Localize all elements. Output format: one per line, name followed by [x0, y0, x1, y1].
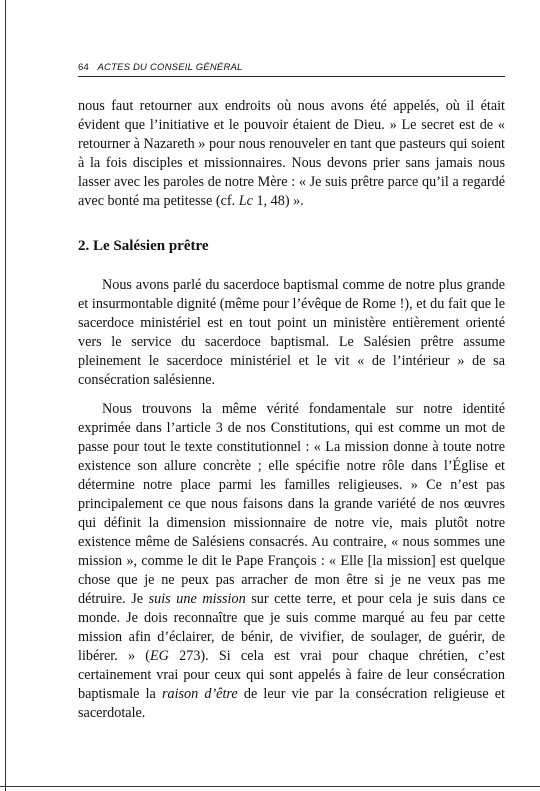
page-edge-rule — [5, 0, 6, 791]
paragraph — [78, 97, 505, 211]
citation-ref: EG — [150, 648, 169, 664]
emphasis: raison d’être — [161, 686, 238, 702]
paragraph — [78, 400, 505, 723]
section-heading: 2. Le Salésien prêtre — [78, 238, 209, 254]
paragraph: Nous avons parlé du sacerdoce baptismal comme de notre plus grande et insurmontable dignité (même pour l’évêque de Rome !), et du fait que le sacerdoce ministériel est en tout point un ministère entièrement orienté vers le service du sacerdoce baptismal. Le Salésien prêtre assume pleinement le sacerdoce ministériel et le vit « de l’intérieur » de sa consécration salésienne. — [78, 277, 505, 388]
paragraph-text: 273). Si cela est vrai pour chaque chrétien, c’est certainement vrai pour ceux qui sont appelés à faire de leur consécration baptismale la — [78, 648, 505, 702]
page-bottom-rule — [0, 786, 540, 787]
running-title: ACTES DU CONSEIL GÉNÉRAL — [97, 62, 243, 73]
emphasis: suis une mission — [148, 591, 246, 607]
page-number: 64 — [78, 62, 89, 73]
paragraph-gap — [78, 390, 505, 400]
citation-ref: Lc — [238, 193, 253, 209]
paragraph-text: sur cette terre, et pour cela je suis dans ce monde. Je dois reconnaître que je suis comme marqué au feu par cette mission afin d’éclairer, de bénir, de vivifier, de soulager, de guérir, de libérer. » ( — [78, 591, 506, 664]
paragraph-text: de leur vie par la consécration religieuse et sacerdotale. — [78, 686, 505, 721]
paragraph-text: nous faut retourner aux endroits où nous avons été appelés, où il était évident que l’initiative et le pouvoir étaient de Dieu. » Le secret est de « retourner à Nazareth » pour nous renouveler en tant que pasteurs qui soient à la fois disciples et missionnaires. Nous devons prier sans jamais nous lasser avec les paroles de notre Mère : « Je suis prêtre parce qu’il a regardé avec bonté ma petitesse (cf. — [78, 98, 505, 209]
paragraph-text: 1, 48) ». — [252, 193, 304, 209]
body-text — [78, 97, 505, 723]
running-header — [78, 62, 505, 77]
paragraph-text: Nous trouvons la même vérité fondamentale sur notre identité exprimée dans l’article 3 de nos Constitutions, qui est comme un mot de passe pour tout le texte constitutionnel : « La mission donne à toute notre existence son allure concrète ; elle spécifie notre rôle dans l’Église et détermine notre place parmi les familles religieuses. » Ce n’est pas principalement ce que nous faisons dans la grande variété de nos œuvres qui définit la dimension missionnaire de notre vie, mais plutôt notre existence même de Salésiens consacrés. Au contraire, « nous sommes une mission », comme le dit le Pape François : « Elle [la mission] est quelque chose que je ne peux pas arracher de mon être si je ne veux pas me détruire. Je — [78, 401, 505, 607]
